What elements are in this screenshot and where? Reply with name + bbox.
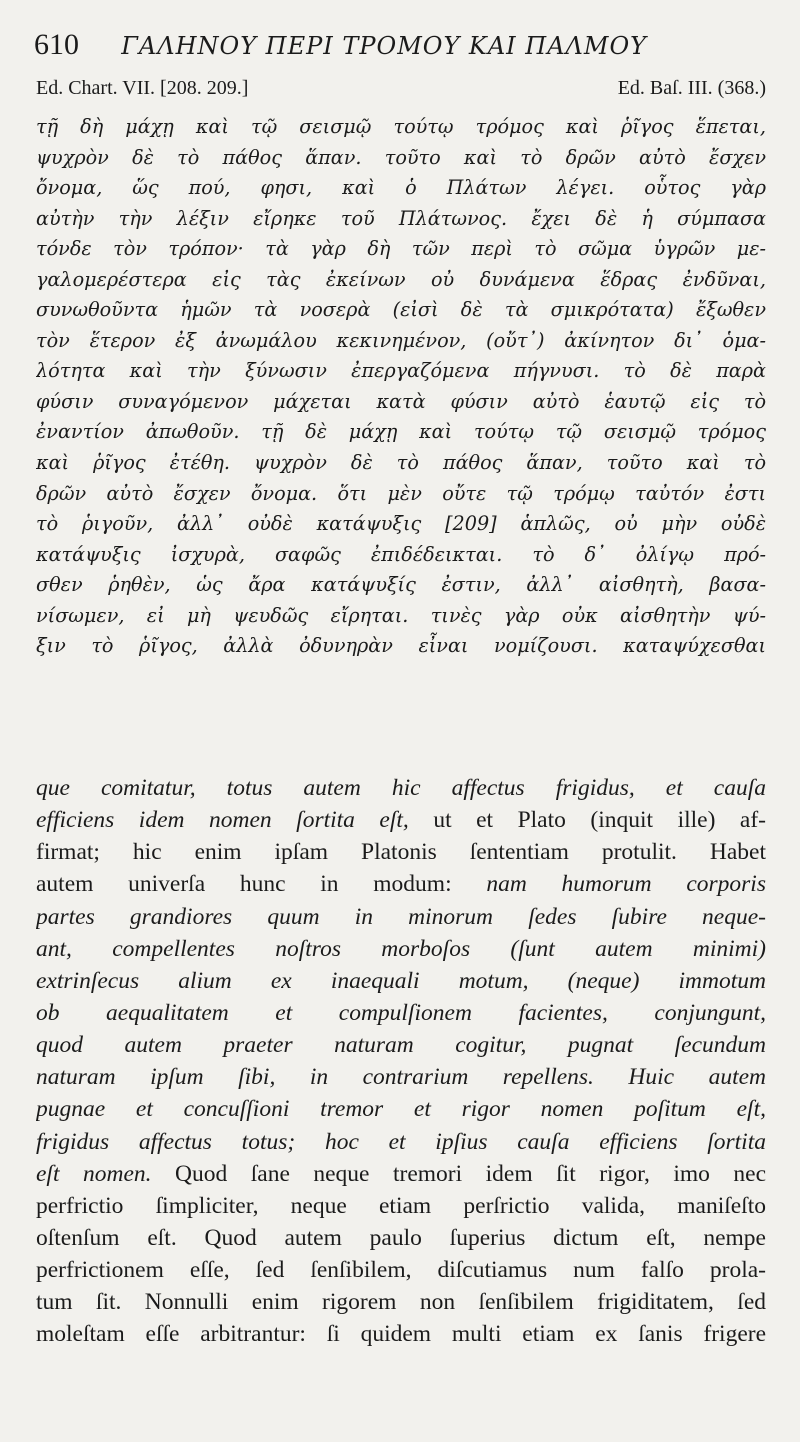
latin-roman-span: autem univerſa hunc in modum: — [36, 871, 487, 898]
greek-line: τὸ ῥιγοῦν, ἀλλ᾽ οὐδὲ κατάψυξις [209] ἁπλῶς, οὐ μὴν οὐδὲ — [36, 512, 766, 536]
latin-roman-span: oſtenſum eſt. Quod autem paulo ſuperius dictum eſt, nempe — [36, 1224, 766, 1251]
latin-italic-span: extrinſecus alium ex inaequali motum, (neque) immotum — [36, 967, 766, 994]
latin-line — [36, 1286, 766, 1318]
latin-roman-span: firmat; hic enim ipſam Platonis ſententiam protulit. Habet — [36, 839, 766, 866]
latin-line — [36, 772, 766, 804]
latin-line — [36, 1126, 766, 1158]
greek-line: ξιν τὸ ῥῖγος, ἀλλὰ ὀδυνηρὰν εἶναι νομίζουσι. καταψύχεσθαι — [36, 634, 766, 658]
edition-basel: Ed. Baſ. III. (368.) — [617, 77, 766, 99]
edition-references — [36, 76, 766, 100]
page-number: 610 — [34, 28, 79, 61]
latin-roman-span: perfrictionem eſſe, ſed ſenſibilem, diſcutiamus num falſo prola- — [36, 1257, 766, 1284]
greek-line: δρῶν αὐτὸ ἔσχεν ὄνομα. ὅτι μὲν οὔτε τῷ τρόμῳ ταὐτόν ἐστι — [36, 481, 766, 505]
greek-text-block — [36, 112, 766, 662]
latin-italic-span: ant, compellentes noſtros morboſos (ſunt autem minimi) — [36, 935, 766, 962]
running-title: ΓΑΛΗΝΟΥ ΠΕΡΙ ΤΡΟΜΟΥ ΚΑΙ ΠΑΛΜΟΥ — [121, 32, 647, 60]
latin-line — [36, 1254, 766, 1286]
greek-line: σθεν ῥηθὲν, ὡς ἄρα κατάψυξίς ἐστιν, ἀλλ᾽ αἰσθητὴ, βασα- — [36, 573, 766, 597]
greek-line: τόνδε τὸν τρόπον· τὰ γὰρ δὴ τῶν περὶ τὸ σῶμα ὑγρῶν με- — [36, 237, 766, 261]
greek-line: αὐτὴν τὴν λέξιν εἴρηκε τοῦ Πλάτωνος. ἔχει δὲ ἡ σύμπασα — [36, 206, 766, 230]
latin-line — [36, 1190, 766, 1222]
latin-line — [36, 1029, 766, 1061]
latin-italic-span: partes grandiores quum in minorum ſedes ſubire neque- — [36, 903, 766, 930]
latin-line — [36, 1093, 766, 1125]
latin-line — [36, 868, 766, 900]
greek-line: κατάψυξις ἰσχυρὰ, σαφῶς ἐπιδέδεικται. τὸ δ᾽ ὀλίγῳ πρό- — [36, 542, 766, 566]
latin-roman-span: ut et Plato (inquit ille) af- — [408, 807, 766, 834]
latin-line — [36, 804, 766, 836]
latin-italic-span: naturam ipſum ſibi, in contrarium repellens. Huic autem — [36, 1064, 766, 1091]
latin-line — [36, 1222, 766, 1254]
latin-line — [36, 933, 766, 965]
greek-line: τὸν ἕτερον ἐξ ἀνωμάλου κεκινημένον, (οὔτ᾽) ἀκίνητον δι᾽ ὁμα- — [36, 328, 766, 352]
latin-line — [36, 965, 766, 997]
latin-roman-span: perfrictio ſimpliciter, neque etiam perſrictio valida, maniſeſto — [36, 1192, 766, 1219]
running-header — [34, 30, 774, 61]
greek-line: καὶ ῥῖγος ἐτέθη. ψυχρὸν δὲ τὸ πάθος ἅπαν, τοῦτο καὶ τὸ — [36, 451, 766, 475]
greek-line: ὄνομα, ὥς πού, φησι, καὶ ὁ Πλάτων λέγει. οὗτος γὰρ — [36, 176, 766, 200]
greek-line: λότητα καὶ τὴν ξύνωσιν ἐπεργαζόμενα πήγνυσι. τὸ δὲ παρὰ — [36, 359, 766, 383]
latin-italic-span: quod autem praeter naturam cogitur, pugnat ſecundum — [36, 1032, 766, 1059]
latin-line — [36, 997, 766, 1029]
latin-roman-span: Quod ſane neque tremori idem ſit rigor, imo nec — [151, 1160, 766, 1187]
latin-line — [36, 836, 766, 868]
latin-line — [36, 901, 766, 933]
greek-line: γαλομερέστερα εἰς τὰς ἐκείνων οὐ δυνάμενα ἕδρας ἐνδῦναι, — [36, 267, 766, 291]
latin-roman-span: moleſtam eſſe arbitrantur: ſi quidem multi etiam ex ſanis frigere — [36, 1321, 766, 1348]
latin-line — [36, 1158, 766, 1190]
latin-line — [36, 1318, 766, 1350]
greek-line: συνωθοῦντα ἡμῶν τὰ νοσερὰ (εἰσὶ δὲ τὰ σμικρότατα) ἔξωθεν — [36, 298, 766, 322]
latin-italic-span: pugnae et concuſſioni tremor et rigor nomen poſitum eſt, — [36, 1096, 766, 1123]
latin-italic-span: que comitatur, totus autem hic affectus frigidus, et cauſa — [36, 775, 766, 801]
latin-line — [36, 1061, 766, 1093]
greek-line: νίσωμεν, εἰ μὴ ψευδῶς εἴρηται. τινὲς γὰρ οὐκ αἰσθητὴν ψύ- — [36, 603, 766, 627]
latin-italic-span: eſt nomen. — [36, 1160, 152, 1187]
greek-line: ἐναντίον ἀπωθοῦν. τῇ δὲ μάχῃ καὶ τούτῳ τῷ σεισμῷ τρόμος — [36, 420, 766, 444]
latin-italic-span: nam humorum corporis — [486, 871, 766, 898]
greek-line: φύσιν συναγόμενον μάχεται κατὰ φύσιν αὐτὸ ἑαυτῷ εἰς τὸ — [36, 389, 766, 413]
latin-italic-span: frigidus affectus totus; hoc et ipſius cauſa efficiens ſortita — [36, 1128, 766, 1155]
latin-text-block — [36, 772, 766, 1351]
latin-italic-span: efficiens idem nomen ſortita eſt, — [36, 807, 409, 834]
greek-line: τῇ δὴ μάχῃ καὶ τῷ σεισμῷ τούτῳ τρόμος καὶ ῥῖγος ἕπεται, — [36, 115, 766, 138]
edition-chartier: Ed. Chart. VII. [208. 209.] — [36, 77, 249, 99]
greek-line: ψυχρὸν δὲ τὸ πάθος ἅπαν. τοῦτο καὶ τὸ δρῶν αὐτὸ ἔσχεν — [36, 145, 766, 169]
latin-italic-span: ob aequalitatem et compulſionem facientes, conjungunt, — [36, 999, 766, 1026]
latin-roman-span: tum ſit. Nonnulli enim rigorem non ſenſibilem frigiditatem, ſed — [36, 1289, 766, 1316]
